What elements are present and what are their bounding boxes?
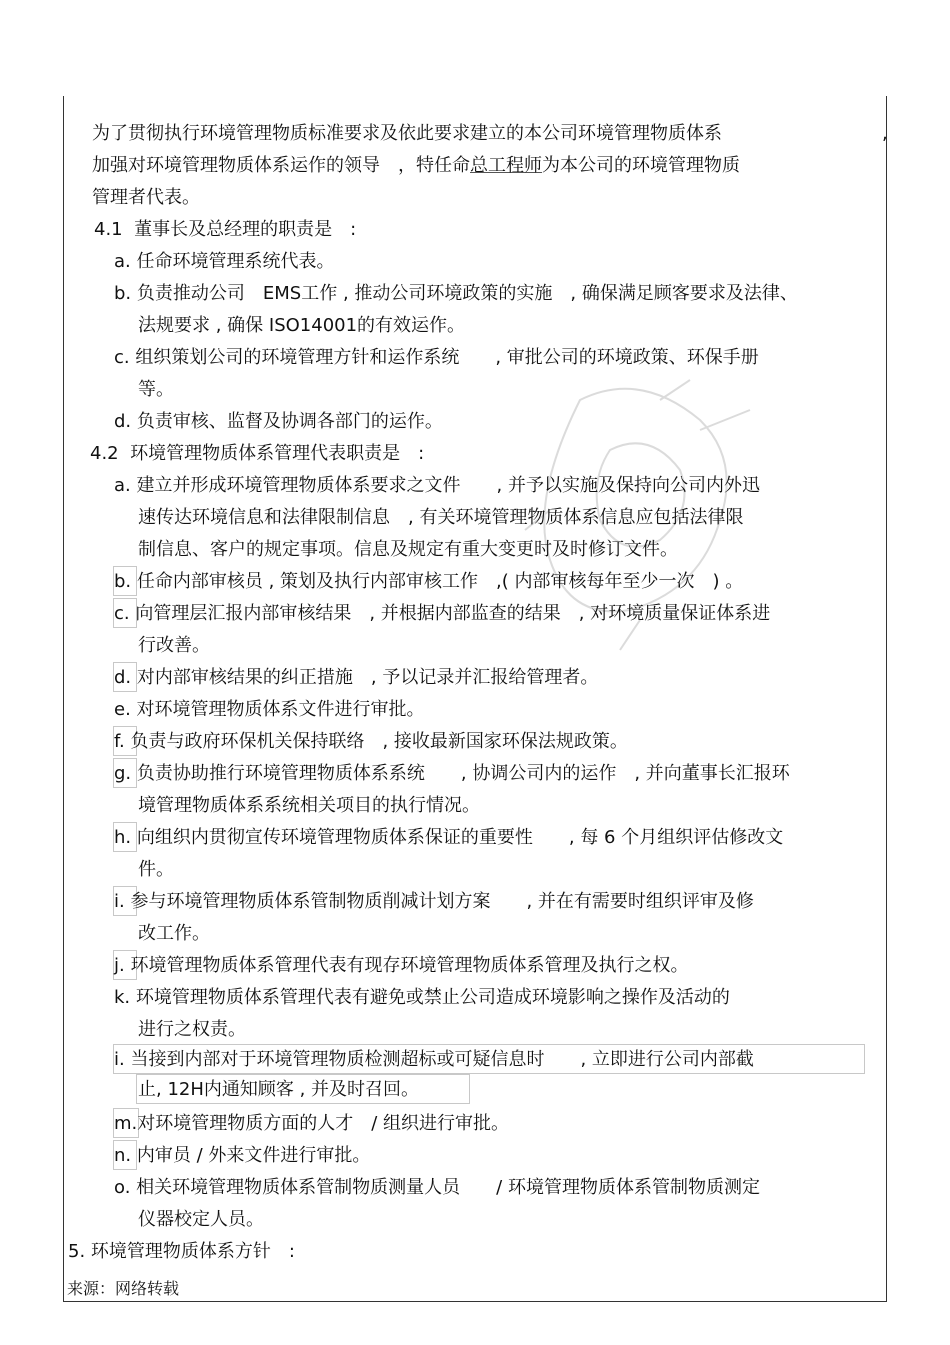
item-marker: a. <box>114 475 131 496</box>
item-text: 负责审核、监督及协调各部门的运作。 <box>136 411 443 432</box>
item-continuation: 法规要求 , 确保 ISO14001的有效运作。 <box>138 315 466 336</box>
item-continuation: 制信息、客户的规定事项。信息及规定有重大变更时及时修订文件。 <box>138 539 678 560</box>
list-item <box>114 986 730 1010</box>
item-text: 向管理层汇报内部审核结果 , 并根据内部监查的结果 , 对环境质量保证体系进 <box>135 603 771 624</box>
item-marker: o. <box>114 1177 131 1198</box>
intro-trailing-comma: , <box>882 123 888 144</box>
list-item <box>114 762 790 786</box>
item-continuation: 件。 <box>138 859 174 880</box>
item-text: 负责协助推行环境管理物质体系系统 , 协调公司内的运作 , 并向董事长汇报环 <box>136 763 790 784</box>
item-marker: d. <box>114 411 132 432</box>
item-marker: g. <box>114 763 132 784</box>
item-text: 参与环境管理物质体系管制物质削减计划方案 , 并在有需要时组织评审及修 <box>130 891 754 912</box>
item-continuation: 等。 <box>138 379 174 400</box>
item-marker: e. <box>114 699 131 720</box>
list-item <box>114 666 598 690</box>
item-marker: b. <box>114 571 132 592</box>
item-marker: c. <box>114 347 130 368</box>
item-marker: j. <box>114 955 125 976</box>
list-item <box>114 570 743 594</box>
item-text: 组织策划公司的环境管理方针和运作系统 , 审批公司的环境政策、环保手册 <box>135 347 759 368</box>
list-item <box>114 250 335 274</box>
intro-line-2 <box>92 154 740 178</box>
item-text: 建立并形成环境管理物质体系要求之文件 , 并予以实施及保持向公司内外迅 <box>136 475 760 496</box>
list-item <box>114 954 688 978</box>
intro-line-2b: 为本公司的环境管理物质 <box>542 155 740 176</box>
item-marker: a. <box>114 251 131 272</box>
list-item <box>114 826 783 850</box>
list-item <box>114 698 425 722</box>
source-note: 来源：网络转载 <box>67 1279 180 1298</box>
item-text: 对内部审核结果的纠正措施 , 予以记录并汇报给管理者。 <box>136 667 599 688</box>
item-text: 任命环境管理系统代表。 <box>136 251 335 272</box>
item-text: 对环境管理物质体系文件进行审批。 <box>136 699 425 720</box>
list-item <box>114 1112 509 1136</box>
item-text: 对环境管理物质方面的人才 / 组织进行审批。 <box>137 1113 510 1134</box>
item-text: 向组织内贯彻宣传环境管理物质体系保证的重要性 , 每 6 个月组织评估修改文 <box>136 827 784 848</box>
list-item <box>114 410 443 434</box>
list-item <box>114 282 798 306</box>
intro-line-2a: 加强对环境管理物质体系运作的领导 ，特任命 <box>92 155 470 176</box>
item-text: 环境管理物质体系管理代表有避免或禁止公司造成环境影响之操作及活动的 <box>135 987 730 1008</box>
item-text: 任命内部审核员 , 策划及执行内部审核工作 ,( 内部审核每年至少一次 ) 。 <box>136 571 744 592</box>
section-5-heading: 5. 环境管理物质体系方针 : <box>68 1241 295 1262</box>
list-item <box>114 602 770 626</box>
list-item <box>114 1144 370 1168</box>
item-text: 负责与政府环保机关保持联络 , 接收最新国家环保法规政策。 <box>130 731 628 752</box>
intro-line-1: 为了贯彻执行环境管理物质标准要求及依此要求建立的本公司环境管理物质体系 <box>92 123 722 144</box>
list-item <box>114 346 759 370</box>
item-marker: f. <box>114 731 125 752</box>
section-4-2-heading: 4.2 环境管理物质体系管理代表职责是 : <box>90 443 425 464</box>
item-text: 相关环境管理物质体系管制物质测量人员 / 环境管理物质体系管制物质测定 <box>136 1177 760 1198</box>
item-continuation: 速传达环境信息和法律限制信息 , 有关环境管理物质体系信息应包括法律限 <box>138 507 744 528</box>
item-marker: i. <box>114 1049 125 1070</box>
item-marker: i. <box>114 891 125 912</box>
list-item <box>114 730 628 754</box>
list-item <box>114 1176 760 1200</box>
item-marker: n. <box>114 1145 132 1166</box>
item-marker: m. <box>114 1113 138 1134</box>
item-continuation: 止, 12H内通知顾客 , 并及时召回。 <box>138 1079 420 1100</box>
item-continuation: 行改善。 <box>138 635 210 656</box>
item-marker: d. <box>114 667 132 688</box>
item-text: 负责推动公司 EMS工作 , 推动公司环境政策的实施 , 确保满足顾客要求及法律、 <box>136 283 798 304</box>
item-text: 内审员 / 外来文件进行审批。 <box>136 1145 371 1166</box>
section-4-1-heading: 4.1 董事长及总经理的职责是 : <box>94 219 357 240</box>
item-marker: b. <box>114 283 132 304</box>
item-text: 环境管理物质体系管理代表有现存环境管理物质体系管理及执行之权。 <box>130 955 689 976</box>
item-continuation: 进行之权责。 <box>138 1019 246 1040</box>
item-text: 当接到内部对于环境管理物质检测超标或可疑信息时 , 立即进行公司内部截 <box>130 1049 754 1070</box>
item-marker: h. <box>114 827 132 848</box>
list-item <box>114 890 754 914</box>
item-continuation: 境管理物质体系系统相关项目的执行情况。 <box>138 795 480 816</box>
list-item <box>114 474 760 498</box>
intro-line-3: 管理者代表。 <box>92 187 200 208</box>
item-continuation: 改工作。 <box>138 923 210 944</box>
item-marker: c. <box>114 603 130 624</box>
item-continuation: 仪器校定人员。 <box>138 1209 264 1230</box>
list-item <box>114 1048 754 1072</box>
management-representative-role: 总工程师 <box>470 155 542 176</box>
item-marker: k. <box>114 987 131 1008</box>
